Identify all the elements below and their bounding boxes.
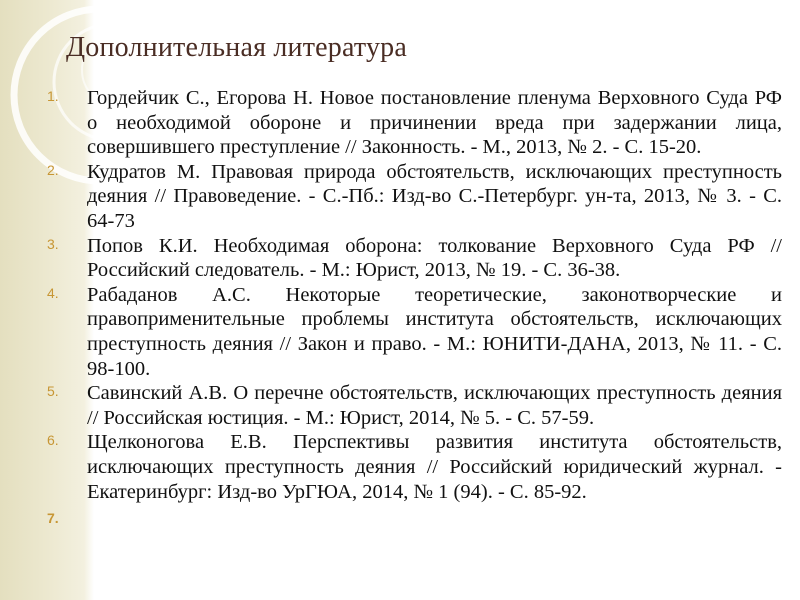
reference-text: Рабаданов А.С. Некоторые теоретические, законотворческие и правоприменительные проблемы института обстоятельств, исключающих преступность деяния // Закон и право. - М.: ЮНИТИ-ДАНА, 2013, № 11. - С. 98-100.: [87, 283, 782, 380]
reference-text: Кудратов М. Правовая природа обстоятельств, исключающих преступность деяния // Правоведение. - С.-Пб.: Изд-во С.-Петербург. ун-та, 2013, № 3. - С. 64-73: [87, 160, 782, 232]
reference-item-4: [30, 283, 782, 381]
reference-number: 5.: [47, 383, 59, 400]
reference-number: 2.: [47, 161, 59, 178]
reference-number: 6.: [47, 432, 59, 449]
reference-number: 1.: [47, 88, 59, 104]
reference-text: Савинский А.В. О перечне обстоятельств, исключающих преступность деяния // Российская юстиция. - М.: Юрист, 2014, № 5. - С. 57-59.: [87, 382, 782, 429]
reference-list: [30, 86, 782, 532]
reference-item-2: [30, 160, 782, 234]
reference-item-7: [30, 504, 782, 532]
reference-number: 3.: [47, 235, 59, 252]
reference-number: 7.: [47, 510, 59, 527]
reference-item-1: [30, 86, 782, 160]
reference-text: [87, 504, 782, 532]
reference-number: 4.: [47, 284, 59, 301]
reference-text: Щелконогова Е.В. Перспективы развития института обстоятельств, исключающих преступность деяния // Российский юридический журнал. - Екатеринбург: Изд-во УрГЮА, 2014, № 1 (94). - С. 85-92.: [87, 431, 782, 503]
reference-text: Попов К.И. Необходимая оборона: толкование Верховного Суда РФ // Российский следователь. - М.: Юрист, 2013, № 19. - С. 36-38.: [87, 234, 782, 282]
slide-title: Дополнительная литература: [66, 32, 407, 63]
reference-item-3: [30, 234, 782, 283]
reference-item-5: [30, 381, 782, 430]
reference-text: Гордейчик С., Егорова Н. Новое постановление пленума Верховного Суда РФ о необходимой обороне и причинении вреда при задержании лица, совершившего преступление // Законность. - М., 2013, № 2. - С. 15-20.: [87, 87, 782, 159]
reference-item-6: [30, 430, 782, 504]
